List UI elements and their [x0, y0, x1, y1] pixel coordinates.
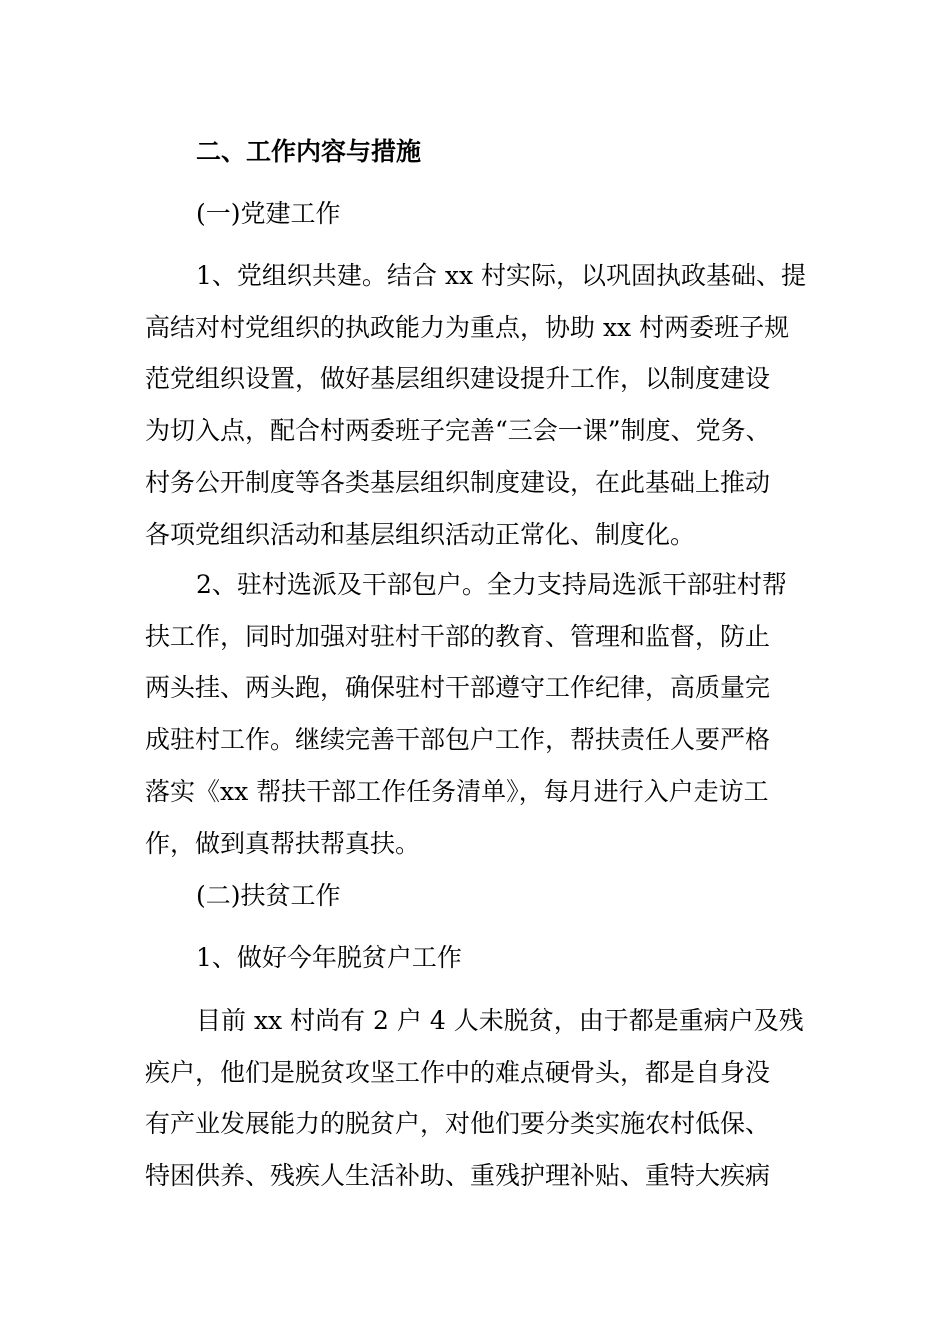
section-heading: 二、工作内容与措施 — [196, 137, 422, 166]
text-line: 特困供养、残疾人生活补助、重残护理补贴、重特大疾病 — [145, 1161, 771, 1191]
paragraph-village-cadres — [145, 559, 825, 869]
text-line: 为切入点，配合村两委班子完善“三会一课”制度、党务、 — [145, 416, 771, 446]
text-line: 扶工作，同时加强对驻村干部的教育、管理和监督，防止 — [145, 621, 771, 651]
text-line: 有产业发展能力的脱贫户，对他们要分类实施农村低保、 — [145, 1109, 771, 1139]
text-line: 落实《xx 帮扶干部工作任务清单》，每月进行入户走访工 — [145, 776, 769, 806]
item-title-poverty-households: 1、做好今年脱贫户工作 — [196, 943, 462, 972]
text-line: 2、驻村选派及干部包户。全力支持局选派干部驻村帮 — [196, 570, 787, 599]
text-line: 疾户，他们是脱贫攻坚工作中的难点硬骨头，都是自身没 — [145, 1057, 771, 1087]
subsection-title-party-building: (一)党建工作 — [196, 199, 341, 228]
text-line: 1、党组织共建。结合 xx 村实际，以巩固执政基础、提 — [196, 261, 806, 290]
text-line: 两头挂、两头跑，确保驻村干部遵守工作纪律，高质量完 — [145, 673, 771, 703]
text-line: 各项党组织活动和基层组织活动正常化、制度化。 — [145, 519, 696, 549]
text-line: 村务公开制度等各类基层组织制度建设，在此基础上推动 — [145, 467, 771, 497]
subsection-title-poverty-alleviation: (二)扶贫工作 — [196, 881, 341, 910]
text-line: 成驻村工作。继续完善干部包户工作，帮扶责任人要严格 — [145, 725, 771, 755]
text-line: 范党组织设置，做好基层组织建设提升工作，以制度建设 — [145, 364, 771, 394]
text-line: 高结对村党组织的执政能力为重点，协助 xx 村两委班子规 — [145, 312, 790, 342]
paragraph-poverty-status — [145, 995, 825, 1202]
text-line: 作，做到真帮扶帮真扶。 — [145, 828, 421, 858]
paragraph-party-organization — [145, 250, 825, 560]
text-line: 目前 xx 村尚有 2 户 4 人未脱贫，由于都是重病户及残 — [196, 1006, 804, 1035]
